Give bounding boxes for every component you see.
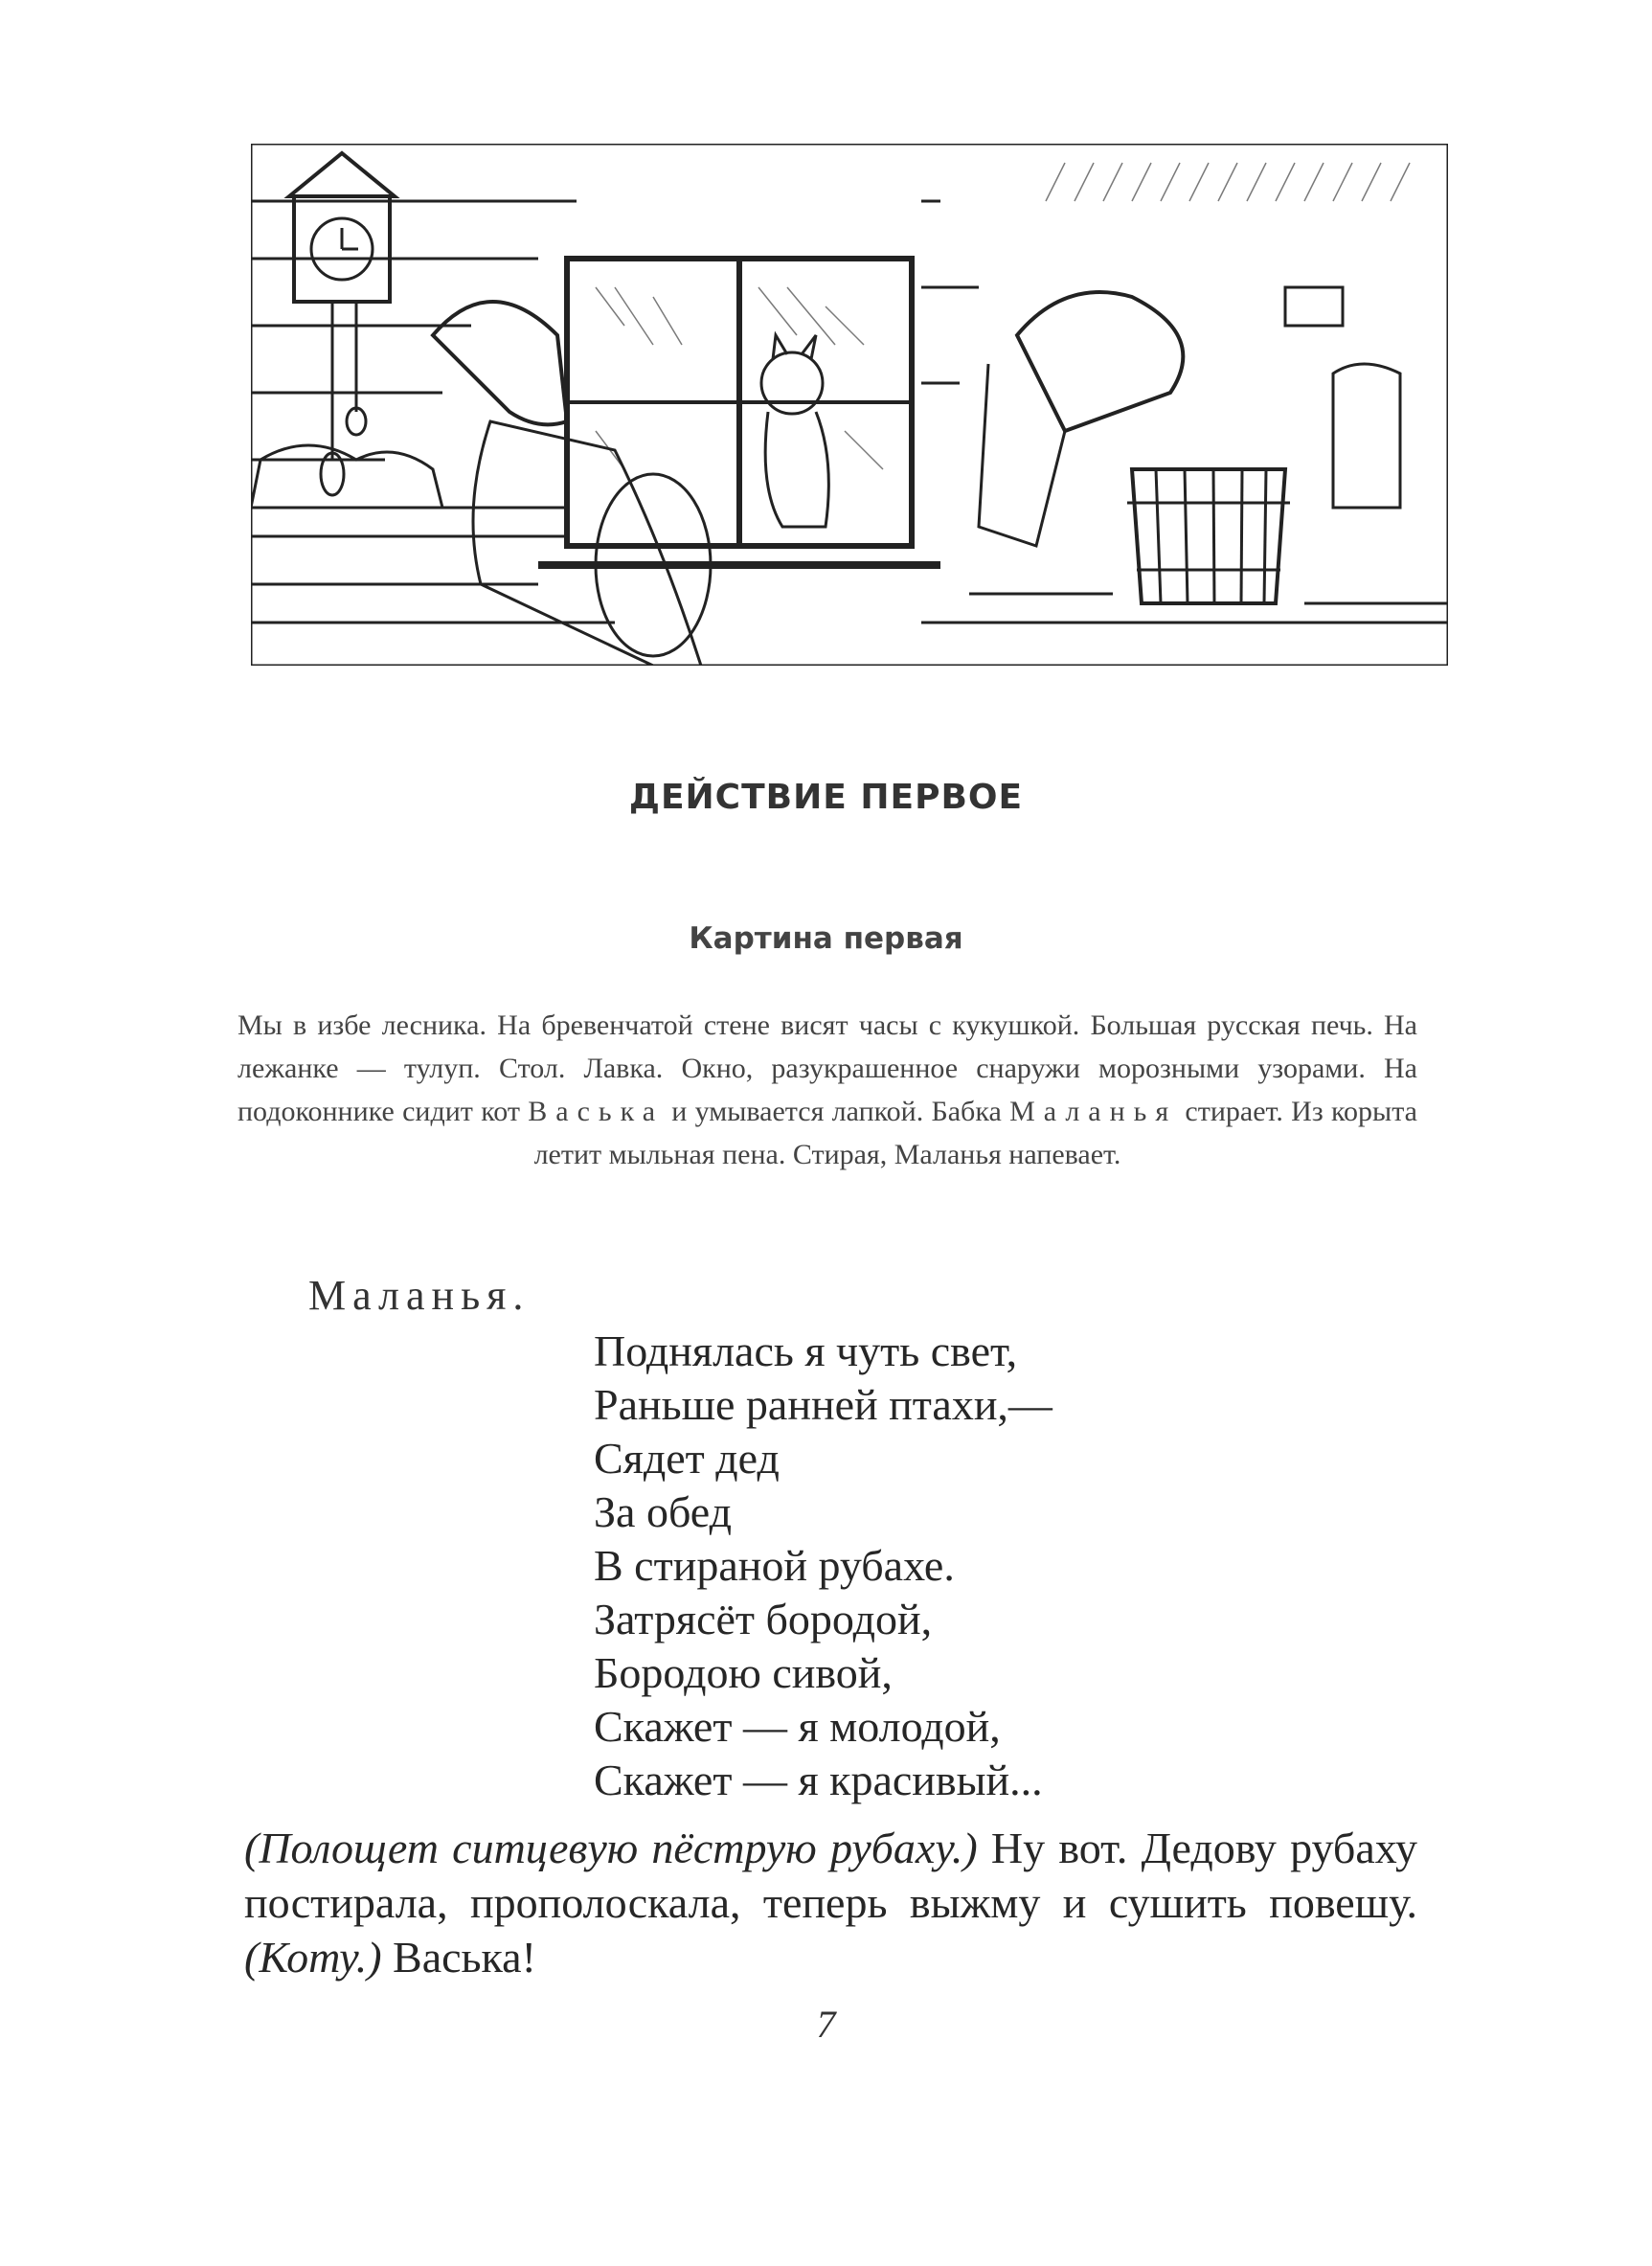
verse-line: Сядет дед xyxy=(594,1434,780,1483)
character-name-vaska: Васька xyxy=(528,1096,665,1127)
verse-line: Скажет — я молодой, xyxy=(594,1702,1001,1751)
log-cabin-illustration xyxy=(251,144,1448,666)
verse-line: За обед xyxy=(594,1487,732,1536)
scene-title: Картина первая xyxy=(689,921,963,956)
verse-line: Затрясёт бородой, xyxy=(594,1595,933,1643)
act-title: ДЕЙСТВИЕ ПЕРВОЕ xyxy=(628,778,1024,817)
verse-line: Поднялась я чуть свет, xyxy=(594,1326,1018,1375)
stage-direction xyxy=(238,1004,1417,1176)
verse-block xyxy=(594,1325,1052,1807)
verse-line: Бородою сивой, xyxy=(594,1648,893,1697)
speaker-name: Маланья. xyxy=(308,1272,531,1319)
stage-direction-text: и умывается лапкой. Бабка xyxy=(664,1096,1010,1127)
stage-remark: (Коту.) xyxy=(244,1933,382,1982)
stage-direction-text: Мы в избе лесника. На бревенчатой стене висят часы с кукушкой. Большая русская печь. На лежанке — тулуп. Стол. Лавка. Окно, разукрашенное снаружи морозными узорами. На подоконнике сидит кот xyxy=(238,1009,1417,1127)
verse-line: Раньше ранней птахи,— xyxy=(594,1380,1052,1429)
character-name-malanya: Маланья xyxy=(1009,1096,1178,1127)
stage-direction-text: стирает. Из корыта летит мыльная пена. Стирая, Маланья напевает. xyxy=(533,1096,1417,1170)
dialogue-text: Ну вот. Дедову рубаху постирала, прополоскала, теперь выжму и сушить повешу. xyxy=(244,1824,1417,1927)
stage-remark: (Полощет ситцевую пёструю рубаху.) xyxy=(244,1824,978,1872)
dialogue-text: Васька! xyxy=(381,1933,536,1982)
prose-paragraph xyxy=(244,1821,1417,1984)
verse-line: В стираной рубахе. xyxy=(594,1541,955,1590)
verse-line: Скажет — я красивый... xyxy=(594,1756,1043,1804)
page-number: 7 xyxy=(816,2003,836,2046)
